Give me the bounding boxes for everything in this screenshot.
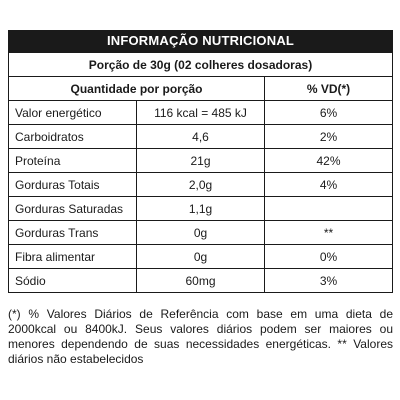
table-row	[9, 101, 393, 125]
table-row	[9, 197, 393, 221]
table-row	[9, 173, 393, 197]
portion-row	[9, 53, 393, 77]
nutrient-quantity: 4,6	[137, 125, 265, 149]
nutrient-name: Fibra alimentar	[9, 245, 137, 269]
nutrient-name: Carboidratos	[9, 125, 137, 149]
footnote: (*) % Valores Diários de Referência com base em uma dieta de 2000kcal ou 8400kJ. Seus valores diários podem ser maiores ou menores dependendo de suas necessidades energéticas. ** Valores diários não estabelecidos	[8, 307, 393, 366]
header-row	[9, 77, 393, 101]
table-row	[9, 269, 393, 293]
nutrient-name: Sódio	[9, 269, 137, 293]
nutrient-quantity: 21g	[137, 149, 265, 173]
nutrient-quantity: 1,1g	[137, 197, 265, 221]
nutrient-name: Valor energético	[9, 101, 137, 125]
portion-text: Porção de 30g (02 colheres dosadoras)	[9, 53, 393, 77]
nutrient-name: Gorduras Saturadas	[9, 197, 137, 221]
table-row	[9, 245, 393, 269]
table-row	[9, 149, 393, 173]
label-title: INFORMAÇÃO NUTRICIONAL	[8, 30, 393, 52]
nutrient-quantity: 0g	[137, 221, 265, 245]
quantity-header: Quantidade por porção	[9, 77, 265, 101]
table-row	[9, 125, 393, 149]
nutrient-quantity: 116 kcal = 485 kJ	[137, 101, 265, 125]
nutrient-vd: 2%	[265, 125, 393, 149]
nutrient-vd	[265, 197, 393, 221]
nutrient-name: Proteína	[9, 149, 137, 173]
nutrient-vd: **	[265, 221, 393, 245]
nutrition-label	[8, 30, 393, 293]
nutrient-vd: 6%	[265, 101, 393, 125]
nutrient-name: Gorduras Trans	[9, 221, 137, 245]
nutrient-quantity: 0g	[137, 245, 265, 269]
nutrient-vd: 4%	[265, 173, 393, 197]
nutrient-vd: 42%	[265, 149, 393, 173]
nutrient-quantity: 2,0g	[137, 173, 265, 197]
nutrient-name: Gorduras Totais	[9, 173, 137, 197]
table-row	[9, 221, 393, 245]
nutrient-vd: 0%	[265, 245, 393, 269]
nutrient-vd: 3%	[265, 269, 393, 293]
nutrition-table	[8, 52, 393, 293]
vd-header: % VD(*)	[265, 77, 393, 101]
nutrient-quantity: 60mg	[137, 269, 265, 293]
